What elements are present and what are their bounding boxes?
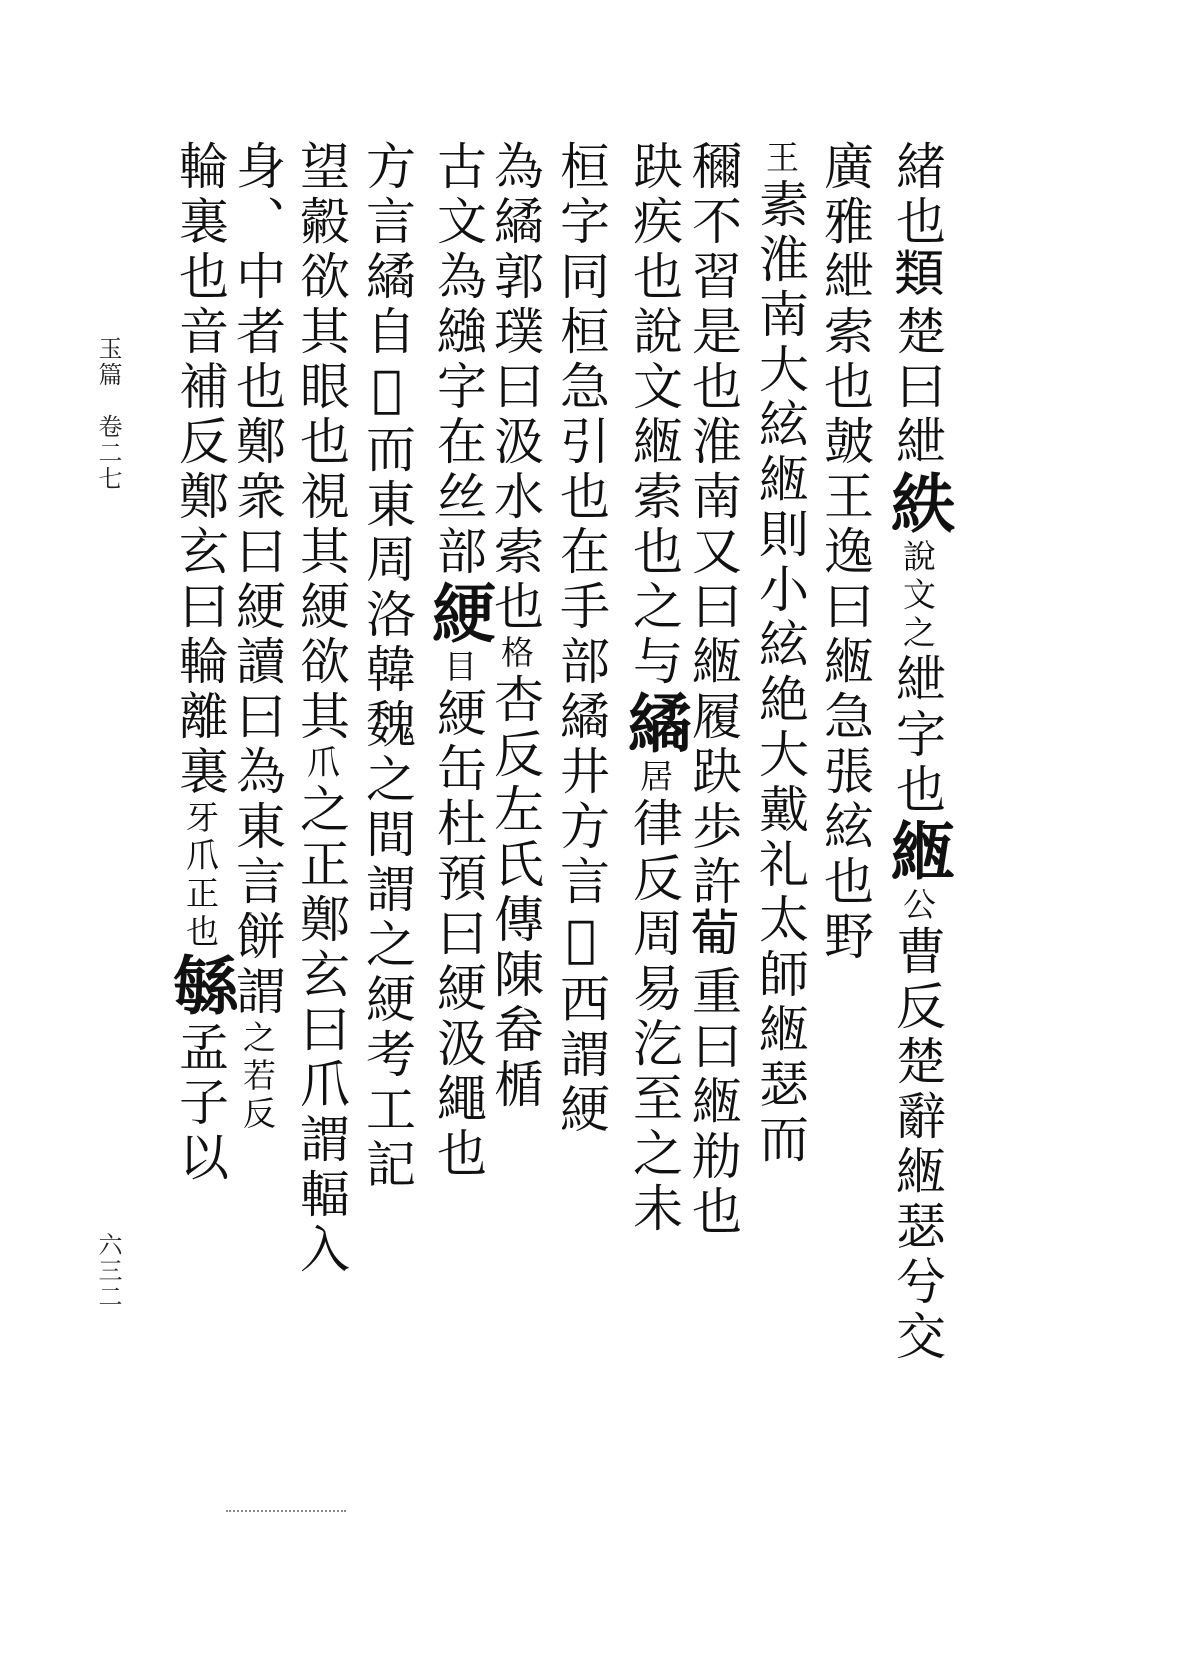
column-text: 趹疾也說文緪索也之与 [625,140,683,690]
text-column-3 [751,140,809,1168]
annotation: 王 [761,140,800,178]
column-text: 廣雅紲索也 [816,140,874,415]
column-text: 古文為繈字在丝部 [429,140,487,580]
page-number: 六三二 [94,1232,122,1310]
column-text: 繘井方言𨵿西謂綆 [552,690,610,1138]
column-text: 素淮南大絃緪則小絃絶大戴礼太師緪瑟而 [751,178,809,1168]
column-text: 輪裏也音補反鄭玄曰輪離裏 [171,140,229,800]
column-text: 桓字同桓急引也在手部 [552,140,610,690]
headword: 綆 [421,580,496,649]
column-text: 曹反楚辭緪瑟兮交 [888,925,946,1365]
headword: 緐 [163,952,238,1021]
annotation: 爪 [302,745,341,783]
column-text: 望㲉欲其眼也視其綆欲其 [292,140,350,745]
column-text: 方言繘自𨵿而東周洛韓魏之間謂之綆考工記 [358,140,416,1193]
scan-artifact-line [226,1510,346,1515]
text-column-2 [816,140,874,965]
annotation: 目 [439,649,478,687]
text-column-4 [684,140,742,1240]
column-text: 皷王逸曰緪急張絃也野 [816,415,874,965]
column-text: 之正鄭玄曰爪謂輻入 [292,783,350,1278]
annotation: 說文之 [898,539,937,653]
text-column-8 [421,140,496,1182]
column-text: 緒也𩔖楚曰紲 [888,140,946,470]
column-text: 穪不習是也淮南又曰緪履趹歩許𤰈重曰緪㔙也 [684,140,742,1240]
column-text: 綆缶杜預曰綆汲繩也 [429,687,487,1182]
text-column-6 [552,140,610,1138]
annotation: 格 [496,635,535,673]
text-column-1 [880,140,955,1365]
column-text: 身、中者也鄭衆曰綆讀曰為東言餅謂 [228,140,286,1020]
column-text: 孟子以 [171,1021,229,1186]
text-column-11 [228,140,286,1134]
text-column-10 [292,140,350,1278]
column-text: 杏反左氏傳陳畚楯 [486,673,544,1113]
text-column-5 [617,140,692,1237]
annotation: 公 [898,887,937,925]
column-text: 律反周易汔至之未 [625,797,683,1237]
annotation: 之若反 [238,1020,277,1134]
text-column-9 [358,140,416,1193]
book-title: 玉篇 卷二七 [94,336,122,492]
headword: 紩 [880,470,955,539]
text-column-12 [163,140,238,1186]
column-text: 為繘郭璞曰汲水索也 [486,140,544,635]
headword: 緪 [880,818,955,887]
annotation: 牙爪正也 [181,800,220,952]
headword: 繘 [617,690,692,759]
text-column-7 [486,140,544,1113]
annotation: 居 [635,759,674,797]
column-text: 紲字也 [888,653,946,818]
